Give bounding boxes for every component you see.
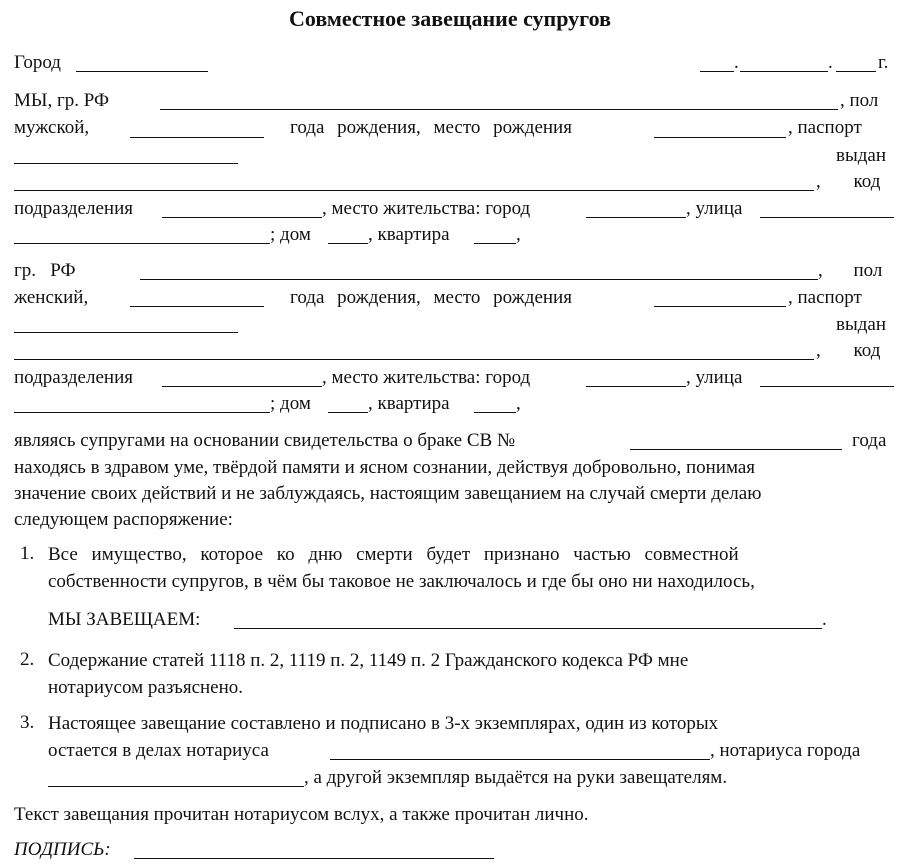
- date-month-blank: [740, 71, 828, 72]
- date-year-suffix: г.: [878, 52, 889, 73]
- spouse2-birthplace-label: года рождения, место рождения: [290, 287, 572, 308]
- spouse2-passport-blank: [14, 332, 238, 333]
- spouse1-birthplace-blank: [654, 137, 786, 138]
- spouse2-birthyear-blank: [130, 306, 264, 307]
- spouse2-code-label: , код: [816, 340, 881, 361]
- notary-city-blank: [48, 786, 304, 787]
- read-aloud-statement: Текст завещания прочитан нотариусом вслух, а также прочитан лично.: [14, 804, 589, 825]
- spouse1-name-blank: [160, 109, 838, 110]
- spouse2-birthplace-blank: [654, 306, 786, 307]
- spouse1-subdivision-label: подразделения: [14, 198, 133, 219]
- signature-blank: [134, 858, 494, 859]
- date-dot-2: .: [828, 52, 833, 73]
- item-3-line-3: , а другой экземпляр выдаётся на руки завещателям.: [304, 767, 728, 788]
- spouse2-issued-label: выдан: [836, 314, 887, 335]
- item-1-number: 1.: [20, 543, 35, 564]
- item-2-line-1: Содержание статей 1118 п. 2, 1119 п. 2, 1149 п. 2 Гражданского кодекса РФ мне: [48, 650, 689, 671]
- intro-line-4: следующем распоряжение:: [14, 509, 233, 530]
- spouse2-end-comma: ,: [516, 393, 521, 414]
- document-title: Совместное завещание супругов: [289, 6, 611, 31]
- spouse1-gender: мужской,: [14, 117, 90, 138]
- spouse1-prefix: МЫ, гр. РФ: [14, 90, 110, 111]
- spouse1-gender-label: , пол: [840, 90, 879, 111]
- item-3-notary-city-label: , нотариуса города: [710, 740, 861, 761]
- item-3-line-2: остается в делах нотариуса: [48, 740, 269, 761]
- spouse2-house-label: ; дом: [270, 393, 311, 414]
- spouse1-street-blank: [760, 217, 894, 218]
- spouse2-name-blank: [140, 279, 818, 280]
- item-1-bequeath-label: МЫ ЗАВЕЩАЕМ:: [48, 609, 201, 630]
- spouse1-flat-label: , квартира: [368, 224, 450, 245]
- item-2-line-2: нотариусом разъяснено.: [48, 677, 244, 698]
- date-day-blank: [700, 71, 734, 72]
- item-3-number: 3.: [20, 712, 35, 733]
- item-1-period: .: [822, 609, 827, 630]
- spouse1-street-cont-blank: [14, 243, 270, 244]
- spouse2-code-blank: [162, 386, 322, 387]
- marriage-cert-blank: [630, 449, 842, 450]
- spouse2-street-label: , улица: [686, 367, 743, 388]
- spouse1-flat-blank: [474, 243, 516, 244]
- date-year-blank: [836, 71, 876, 72]
- signature-label: ПОДПИСЬ:: [14, 839, 111, 860]
- spouse2-issuer-blank: [14, 359, 814, 360]
- item-1-line-2: собственности супругов, в чём бы таковое не заключалось и где бы оно ни находилось,: [48, 571, 755, 592]
- intro-line-3: значение своих действий и не заблуждаясь, настоящим завещанием на случай смерти делаю: [14, 483, 762, 504]
- spouse1-birthplace-label: года рождения, место рождения: [290, 117, 572, 138]
- spouse1-code-label: , код: [816, 171, 881, 192]
- spouse2-street-cont-blank: [14, 412, 270, 413]
- spouse1-house-label: ; дом: [270, 224, 311, 245]
- spouse1-city-blank: [586, 217, 686, 218]
- spouse2-gender: женский,: [14, 287, 89, 308]
- spouse1-end-comma: ,: [516, 224, 521, 245]
- spouse1-street-label: , улица: [686, 198, 743, 219]
- date-dot-1: .: [734, 52, 739, 73]
- spouse1-code-blank: [162, 217, 322, 218]
- spouse2-street-blank: [760, 386, 894, 387]
- heir-blank: [234, 628, 822, 629]
- spouse1-house-blank: [328, 243, 368, 244]
- item-3-line-1: Настоящее завещание составлено и подписано в 3-х экземплярах, один из которых: [48, 713, 719, 734]
- item-1-line-1: Все имущество, которое ко дню смерти будет признано частью совместной: [48, 544, 739, 565]
- spouse2-city-blank: [586, 386, 686, 387]
- spouse1-passport-blank: [14, 163, 238, 164]
- intro-year-label: года: [852, 430, 887, 451]
- intro-line-1: являясь супругами на основании свидетельства о браке СВ №: [14, 430, 516, 451]
- spouse2-subdivision-label: подразделения: [14, 367, 133, 388]
- spouse1-residence-label: , место жительства: город: [322, 198, 531, 219]
- spouse2-house-blank: [328, 412, 368, 413]
- spouse1-issuer-blank: [14, 190, 814, 191]
- spouse1-passport-label: , паспорт: [788, 117, 862, 138]
- item-2-number: 2.: [20, 649, 35, 670]
- spouse1-birthyear-blank: [130, 137, 264, 138]
- spouse2-prefix: гр. РФ: [14, 260, 76, 281]
- spouse2-passport-label: , паспорт: [788, 287, 862, 308]
- spouse2-flat-label: , квартира: [368, 393, 450, 414]
- intro-line-2: находясь в здравом уме, твёрдой памяти и ясном сознании, действуя добровольно, понимая: [14, 457, 756, 478]
- spouse2-gender-label: , пол: [818, 260, 883, 281]
- city-blank: [76, 71, 208, 72]
- notary-name-blank: [330, 759, 710, 760]
- spouse2-residence-label: , место жительства: город: [322, 367, 531, 388]
- spouse1-issued-label: выдан: [836, 145, 887, 166]
- spouse2-flat-blank: [474, 412, 516, 413]
- city-label: Город: [14, 52, 61, 73]
